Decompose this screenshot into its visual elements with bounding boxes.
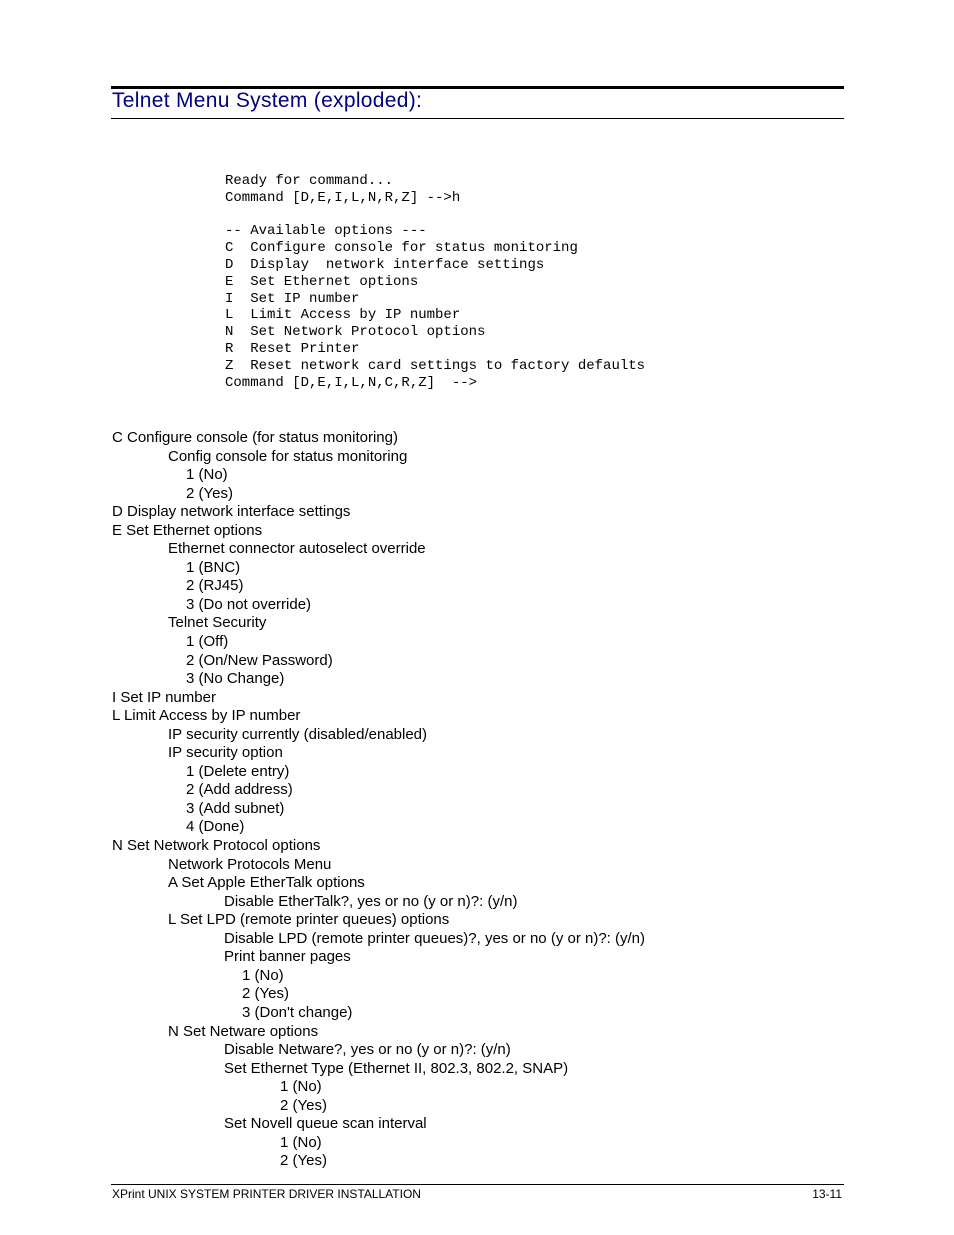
outline-item-level-0: C Configure console (for status monitoring) bbox=[112, 429, 398, 446]
outline-item-level-0: I Set IP number bbox=[112, 688, 216, 706]
outline-item-level-2: 3 (Add subnet) bbox=[186, 799, 285, 817]
console-line: Z Reset network card settings to factory defaults bbox=[225, 357, 646, 374]
outline-item-level-5: 1 (No) bbox=[280, 1078, 322, 1096]
telnet-console-listing bbox=[225, 173, 645, 391]
outline-item-level-3: Disable Netware?, yes or no (y or n)?: (y/n) bbox=[224, 1041, 511, 1059]
console-line: Command [D,E,I,L,N,C,R,Z] --> bbox=[225, 374, 478, 391]
outline-item-level-2: 2 (Yes) bbox=[186, 484, 233, 502]
outline-item-level-2: 2 (RJ45) bbox=[186, 577, 244, 595]
console-line: D Display network interface settings bbox=[225, 256, 545, 273]
menu-outline bbox=[112, 429, 645, 1171]
footer-page-number: 13-11 bbox=[812, 1187, 842, 1201]
outline-item-level-2: 4 (Done) bbox=[186, 818, 245, 836]
outline-item-level-1: N Set Netware options bbox=[168, 1022, 319, 1040]
outline-item-level-1: Ethernet connector autoselect override bbox=[168, 540, 426, 558]
outline-item-level-2: 2 (On/New Password) bbox=[186, 651, 333, 669]
outline-item-level-3: Set Novell queue scan interval bbox=[224, 1115, 427, 1133]
console-line: Command [D,E,I,L,N,R,Z] -->h bbox=[225, 189, 461, 206]
outline-item-level-2: 3 (No Change) bbox=[186, 670, 285, 688]
outline-item-level-0: N Set Network Protocol options bbox=[112, 837, 321, 855]
outline-item-level-3: Set Ethernet Type (Ethernet II, 802.3, 802.2, SNAP) bbox=[224, 1059, 569, 1077]
console-line: R Reset Printer bbox=[225, 340, 360, 357]
outline-item-level-1: A Set Apple EtherTalk options bbox=[168, 874, 365, 892]
outline-item-level-2: 1 (Delete entry) bbox=[186, 762, 290, 780]
outline-item-level-3: Disable LPD (remote printer queues)?, yes or no (y or n)?: (y/n) bbox=[224, 929, 646, 947]
outline-item-level-2: 1 (Off) bbox=[186, 633, 229, 651]
outline-item-level-2: 2 (Add address) bbox=[186, 781, 293, 799]
outline-item-level-5: 2 (Yes) bbox=[280, 1152, 327, 1170]
outline-item-level-1: Network Protocols Menu bbox=[168, 855, 332, 873]
outline-item-level-3: Disable EtherTalk?, yes or no (y or n)?: (y/n) bbox=[224, 892, 518, 910]
section-title: Telnet Menu System (exploded): bbox=[112, 89, 423, 112]
outline-item-level-1: Config console for status monitoring bbox=[168, 447, 408, 465]
outline-item-level-0: E Set Ethernet options bbox=[112, 521, 263, 539]
footer-document-title: XPrint UNIX SYSTEM PRINTER DRIVER INSTALLATION bbox=[112, 1187, 421, 1201]
outline-item-level-3: Print banner pages bbox=[224, 948, 351, 966]
outline-item-level-2: 3 (Do not override) bbox=[186, 595, 312, 613]
outline-item-level-1: L Set LPD (remote printer queues) options bbox=[168, 911, 450, 929]
outline-item-level-4: 2 (Yes) bbox=[242, 985, 289, 1003]
console-line: -- Available options --- bbox=[225, 223, 427, 240]
console-line: C Configure console for status monitoring bbox=[225, 240, 578, 257]
console-line: N Set Network Protocol options bbox=[225, 324, 486, 341]
outline-item-level-1: Telnet Security bbox=[168, 614, 267, 632]
outline-item-level-4: 3 (Don't change) bbox=[242, 1003, 353, 1021]
console-line bbox=[225, 207, 645, 224]
outline-item-level-4: 1 (No) bbox=[242, 966, 284, 984]
outline-item-level-5: 1 (No) bbox=[280, 1133, 322, 1151]
header-title-rule bbox=[111, 118, 844, 119]
console-line: E Set Ethernet options bbox=[225, 273, 419, 290]
outline-item-level-5: 2 (Yes) bbox=[280, 1096, 327, 1114]
footer-rule bbox=[111, 1184, 844, 1185]
outline-item-level-1: IP security currently (disabled/enabled) bbox=[168, 725, 428, 743]
outline-item-level-2: 1 (No) bbox=[186, 466, 228, 484]
outline-item-level-0: D Display network interface settings bbox=[112, 503, 351, 521]
outline-item-level-0: L Limit Access by IP number bbox=[112, 707, 301, 725]
outline-item-level-1: IP security option bbox=[168, 744, 283, 762]
console-line: Ready for command... bbox=[225, 173, 394, 189]
console-line: I Set IP number bbox=[225, 290, 360, 307]
outline-item-level-2: 1 (BNC) bbox=[186, 558, 241, 576]
console-line: L Limit Access by IP number bbox=[225, 307, 461, 324]
